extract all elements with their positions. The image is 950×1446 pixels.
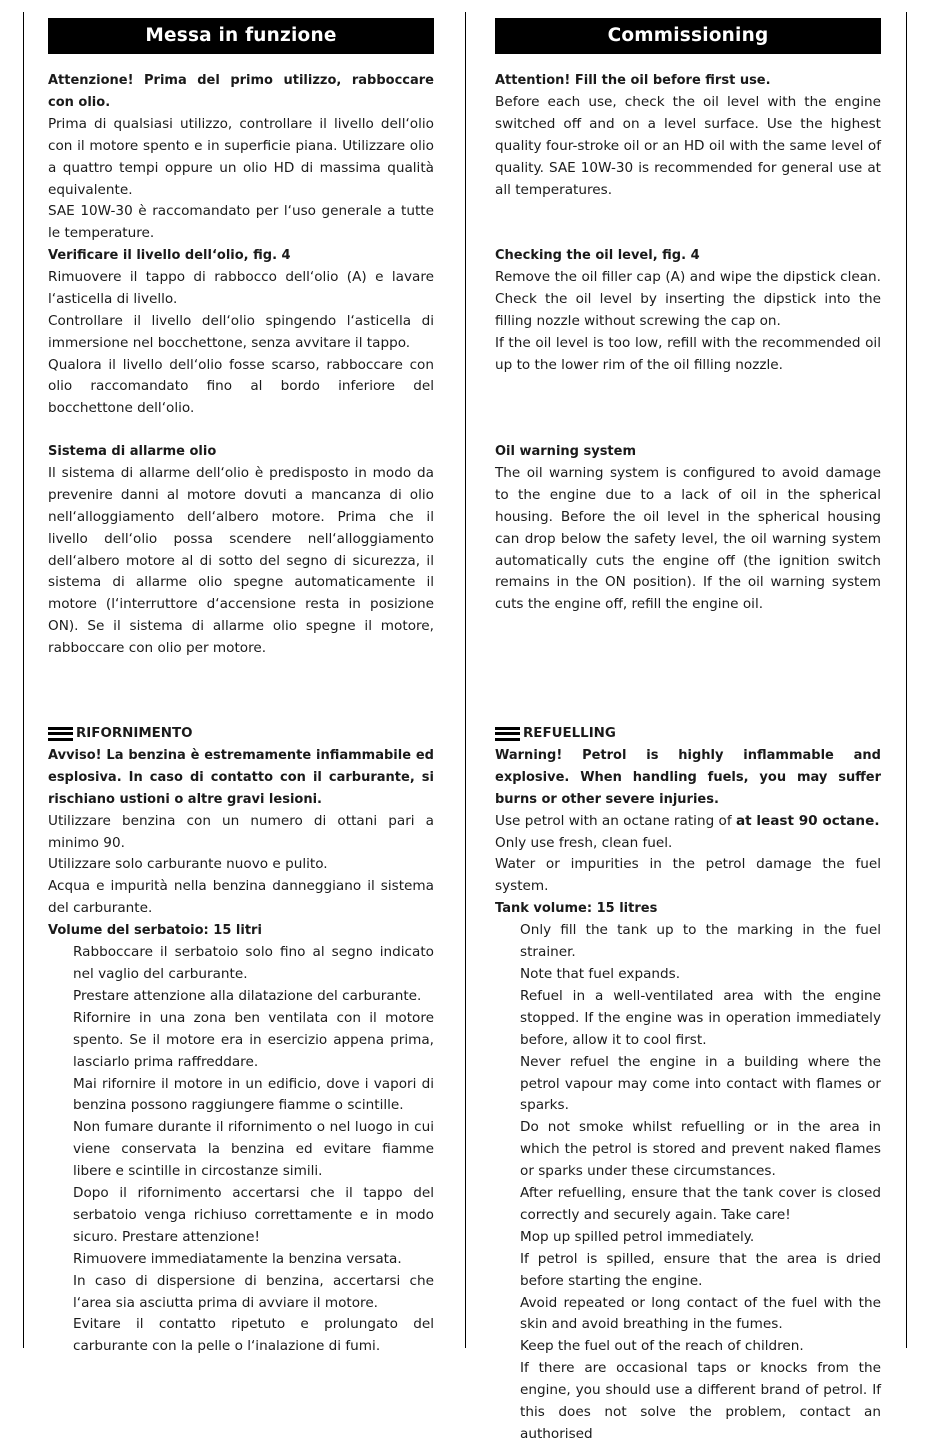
indented-paragraph (495, 964, 881, 986)
paragraph-heading (48, 441, 434, 463)
paragraph (495, 833, 881, 855)
paragraph-text: Attention! Fill the oil before first use. (495, 73, 771, 88)
indented-paragraph (495, 1052, 881, 1118)
paragraph-text: Note that fuel expands. (520, 965, 681, 982)
paragraph-group (495, 245, 881, 376)
indented-paragraph (495, 1336, 881, 1358)
paragraph-heading (495, 898, 881, 920)
indented-paragraph (495, 1183, 881, 1227)
paragraph (48, 854, 434, 876)
section-title (48, 723, 434, 745)
paragraph-group (48, 245, 434, 420)
left-margin-rule (23, 12, 24, 1348)
paragraph-text: Evitare il contatto ripetuto e prolungato del carburante con la pelle o l‘inalazione di fumi. (73, 1316, 434, 1355)
paragraph-group (495, 70, 881, 201)
paragraph-text: Rimuovere immediatamente la benzina versata. (73, 1250, 402, 1267)
paragraph-text: Rimuovere il tappo di rabbocco dell‘olio (A) e lavare l‘asticella di livello. (48, 268, 434, 307)
paragraph-heading (495, 745, 881, 811)
section-title-text: REFUELLING (523, 726, 616, 741)
paragraph-text: Only fill the tank up to the marking in the fuel strainer. (520, 922, 881, 961)
column-italian (48, 18, 434, 1355)
paragraph (48, 463, 434, 660)
paragraph-text: Avviso! La benzina è estremamente infiammabile ed esplosiva. In caso di contatto con il carburante, si rischiano ustioni o altre gravi lesioni. (48, 747, 434, 807)
paragraph-text: Attenzione! Prima del primo utilizzo, rabboccare con olio. (48, 73, 434, 110)
paragraph-text: Warning! Petrol is highly inflammable and explosive. When handling fuels, you may suffer burns or other severe injuries. (495, 747, 881, 807)
paragraph-text: Refuel in a well-ventilated area with the engine stopped. If the engine was in operation immediately before, allow it to cool first. (520, 987, 881, 1048)
paragraph-text: Never refuel the engine in a building where the petrol vapour may come into contact with flames or sparks. (520, 1053, 881, 1114)
paragraph-text: Non fumare durante il rifornimento o nel luogo in cui viene conservata la benzina ed evitare fiamme libere e scintille in circostanze simili. (73, 1119, 434, 1180)
paragraph-text: Il sistema di allarme dell‘olio è predisposto in modo da prevenire danni al motore dovuti a mancanza di olio nell‘alloggiamento dell‘albero motore. Prima che il livello dell‘olio possa scendere nell‘alloggiamento dell‘albero motore al di sotto del segno di sicurezza, il sistema di allarme olio spegne automaticamente il motore (l‘interruttore d‘accensione resta in posizione ON). Se il sistema di allarme olio spegne il motore, rabboccare con olio per motore. (48, 464, 434, 657)
paragraph (48, 876, 434, 920)
paragraph (495, 463, 881, 616)
indented-paragraph (48, 1117, 434, 1183)
refuelling-section (495, 723, 881, 1446)
column-english (495, 18, 881, 1442)
paragraph-group (495, 441, 881, 616)
paragraph-heading (48, 245, 434, 267)
section-title-text: RIFORNIMENTO (76, 726, 193, 741)
paragraph-text: Tank volume: 15 litres (495, 901, 658, 917)
paragraph-text: Utilizzare benzina con un numero di ottani pari a minimo 90. (48, 812, 434, 851)
right-margin-rule (906, 12, 907, 1348)
paragraph-text: In caso di dispersione di benzina, accertarsi che l‘area sia asciutta prima di avviare il motore. (73, 1272, 434, 1311)
indented-paragraph (48, 1249, 434, 1271)
paragraph-text: Acqua e impurità nella benzina danneggiano il sistema del carburante. (48, 878, 434, 917)
paragraph-text: If petrol is spilled, ensure that the area is dried before starting the engine. (520, 1250, 881, 1289)
refuelling-section (48, 723, 434, 1358)
indented-paragraph (495, 1227, 881, 1249)
paragraph (495, 333, 881, 377)
indented-paragraph (48, 1314, 434, 1358)
paragraph-text: Do not smoke whilst refuelling or in the area in which the petrol is stored and prevent naked flames or sparks under these circumstances. (520, 1119, 881, 1180)
paragraph (495, 854, 881, 898)
paragraph-text: Keep the fuel out of the reach of children. (520, 1338, 804, 1355)
paragraph-text: Before each use, check the oil level with the engine switched off and on a level surface. Use the highest quality four-stroke oil or an HD oil with the same level of quality. SAE 10W-30 is recommended for general use at all temperatures. (495, 93, 881, 198)
section-header: Commissioning (495, 18, 881, 54)
indented-paragraph (495, 1358, 881, 1446)
indented-paragraph (495, 986, 881, 1052)
section-header: Messa in funzione (48, 18, 434, 54)
paragraph (48, 811, 434, 855)
paragraph-text: Rabboccare il serbatoio solo fino al segno indicato nel vaglio del carburante. (73, 944, 434, 982)
paragraph-text: Volume del serbatoio: 15 litri (48, 923, 262, 939)
paragraph-text: Dopo il rifornimento accertarsi che il tappo del serbatoio venga richiuso correttamente e in modo sicuro. Prestare attenzione! (73, 1185, 434, 1245)
paragraph-text: After refuelling, ensure that the tank cover is closed correctly and securely again. Take care! (520, 1185, 881, 1223)
paragraph (48, 355, 434, 421)
paragraph-text: Oil warning system (495, 444, 637, 459)
paragraph (48, 311, 434, 355)
indented-paragraph (495, 920, 881, 964)
paragraph-group (48, 70, 434, 245)
paragraph (495, 92, 881, 202)
indented-paragraph (48, 1271, 434, 1315)
paragraph-text: Mai rifornire il motore in un edificio, dove i vapori di benzina possono raggiungere fiamme o scintille. (73, 1075, 434, 1114)
paragraph-heading (48, 70, 434, 114)
paragraph-text: The oil warning system is configured to avoid damage to the engine due to a lack of oil in the spherical housing. Before the oil level in the spherical housing can drop below the safety level, the oil warning system automatically cuts the engine off (the ignition switch remains in the ON position). If the oil warning system cuts the engine off, refill the engine oil. (495, 464, 881, 613)
center-divider-rule (465, 12, 466, 1348)
paragraph-text: Controllare il livello dell‘olio spingendo l‘asticella di immersione nel bocchettone, senza avvitare il tappo. (48, 312, 434, 351)
bold-emphasis: at least 90 octane. (735, 812, 880, 829)
indented-paragraph (48, 942, 434, 986)
indented-paragraph (495, 1249, 881, 1293)
paragraph-heading (48, 920, 434, 942)
paragraph-text: SAE 10W-30 è raccomandato per l‘uso generale a tutte le temperature. (48, 203, 434, 242)
paragraph-text: Avoid repeated or long contact of the fuel with the skin and avoid breathing in the fumes. (520, 1294, 881, 1333)
paragraph-heading (495, 441, 881, 463)
paragraph-text: If there are occasional taps or knocks from the engine, you should use a different brand of petrol. If this does not solve the problem, contact an authorised (520, 1360, 881, 1442)
paragraph-group (495, 745, 881, 1446)
paragraph-text: Use petrol with an octane rating of (495, 812, 736, 829)
paragraph-heading (48, 745, 434, 811)
indented-paragraph (495, 1293, 881, 1337)
paragraph-group (48, 745, 434, 1358)
indented-paragraph (48, 1008, 434, 1074)
menu-lines-icon (48, 727, 73, 741)
indented-paragraph (48, 1183, 434, 1249)
paragraph-heading (495, 245, 881, 267)
paragraph-text: Water or impurities in the petrol damage the fuel system. (495, 856, 881, 895)
indented-paragraph (495, 1117, 881, 1183)
paragraph (495, 811, 881, 833)
menu-lines-icon (495, 727, 520, 741)
paragraph (48, 114, 434, 202)
paragraph (495, 267, 881, 333)
paragraph-text: Only use fresh, clean fuel. (495, 834, 673, 851)
paragraph-text: Checking the oil level, fig. 4 (495, 248, 700, 263)
paragraph-text: Sistema di allarme olio (48, 444, 217, 459)
paragraph-text: Mop up spilled petrol immediately. (520, 1228, 755, 1245)
paragraph-text: If the oil level is too low, refill with the recommended oil up to the lower rim of the oil filling nozzle. (495, 334, 881, 373)
paragraph-heading (495, 70, 881, 92)
paragraph-group (48, 441, 434, 660)
paragraph-text: Prestare attenzione alla dilatazione del carburante. (73, 987, 422, 1004)
paragraph-text: Utilizzare solo carburante nuovo e pulito. (48, 856, 328, 873)
indented-paragraph (48, 986, 434, 1008)
paragraph-text: Qualora il livello dell‘olio fosse scarso, rabboccare con olio raccomandato fino al bordo inferiore del bocchettone dell‘olio. (48, 356, 434, 417)
indented-paragraph (48, 1074, 434, 1118)
paragraph (48, 267, 434, 311)
paragraph-text: Rifornire in una zona ben ventilata con il motore spento. Se il motore era in esercizio appena prima, lasciarlo prima raffreddare. (73, 1009, 434, 1070)
paragraph-text: Verificare il livello dell‘olio, fig. 4 (48, 248, 291, 263)
paragraph-text: Prima di qualsiasi utilizzo, controllare il livello dell‘olio con il motore spento e in superficie piana. Utilizzare olio a quattro tempi oppure un olio HD di massima qualità equivalente. (48, 115, 434, 198)
section-title (495, 723, 881, 745)
paragraph (48, 201, 434, 245)
paragraph-text: Remove the oil filler cap (A) and wipe the dipstick clean. Check the oil level by inserting the dipstick into the filling nozzle without screwing the cap on. (495, 268, 881, 329)
